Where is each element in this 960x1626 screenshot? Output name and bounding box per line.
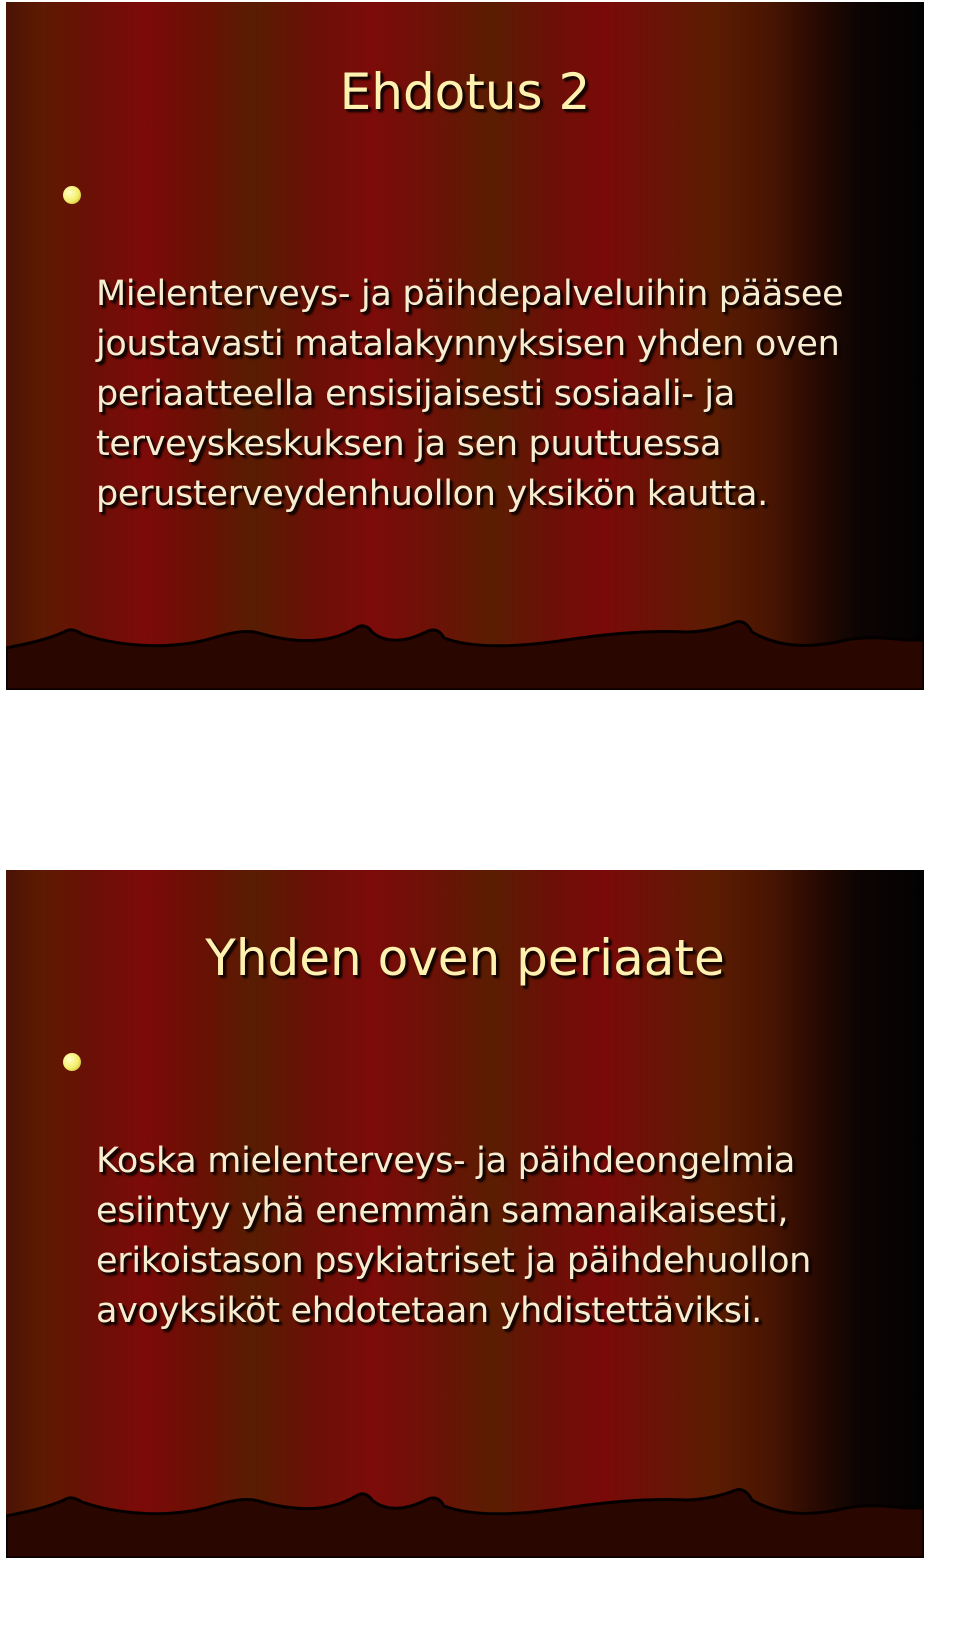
yellow-dot-bullet-icon bbox=[63, 186, 81, 204]
slide-bullet-text bbox=[96, 169, 884, 519]
curtain-fringe bbox=[6, 1478, 924, 1558]
slide-title: Ehdotus 2 bbox=[339, 63, 591, 121]
yellow-dot-bullet-icon bbox=[63, 1053, 81, 1071]
slide-ehdotus-2 bbox=[6, 2, 924, 690]
bullet-text: Koska mielenterveys- ja päihdeongelmia esiintyy yhä enemmän samanaikaisesti, erikoistason psykiatriset ja päihdehuollon avoyksiköt ehdotetaan yhdistettäviksi. bbox=[96, 1141, 812, 1331]
slide-title: Yhden oven periaate bbox=[205, 929, 725, 987]
slide-yhden-oven-periaate bbox=[6, 870, 924, 1558]
curtain-fringe bbox=[6, 610, 924, 690]
slide-bullet-text bbox=[96, 1036, 884, 1336]
bullet-text: Mielenterveys- ja päihdepalveluihin pääsee joustavasti matalakynnyksisen yhden oven periaatteella ensisijaisesti sosiaali- ja terveyskeskuksen ja sen puuttuessa perusterveydenhuollon yksikön kautta. bbox=[96, 274, 844, 514]
